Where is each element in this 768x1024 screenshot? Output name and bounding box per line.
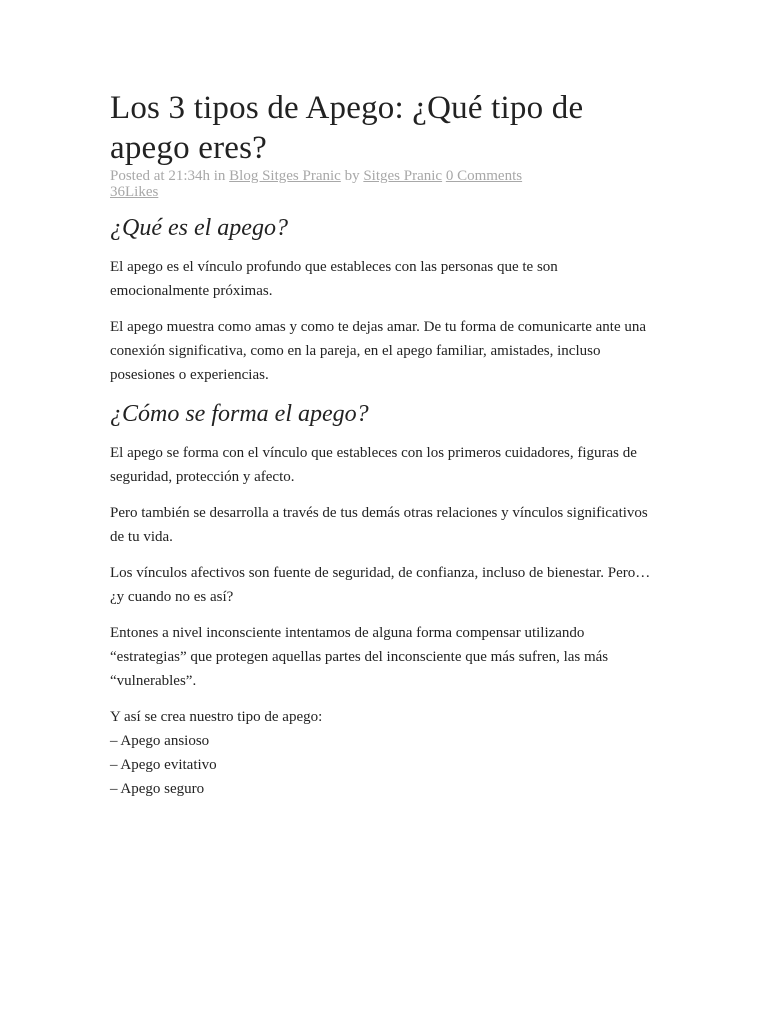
post-meta <box>110 168 658 200</box>
list-intro: Y así se crea nuestro tipo de apego: <box>110 709 323 725</box>
comments-link[interactable]: 0 Comments <box>445 168 523 184</box>
section-heading-como-se-forma: ¿Cómo se forma el apego? <box>110 401 369 427</box>
paragraph: El apego muestra como amas y como te dejas amar. De tu forma de comunicarte ante una conexión significativa, como en la pareja, en el apego familiar, amistades, incluso posesiones o experiencias. <box>110 319 647 383</box>
section-heading-que-es: ¿Qué es el apego? <box>110 215 288 241</box>
paragraph: El apego se forma con el vínculo que estableces con los primeros cuidadores, figuras de seguridad, protección y afecto. <box>110 445 637 485</box>
paragraph: Los vínculos afectivos son fuente de seguridad, de confianza, incluso de bienestar. Pero… ¿y cuando no es así? <box>110 565 651 605</box>
paragraph: Entones a nivel inconsciente intentamos de alguna forma compensar utilizando “estrategias” que protegen aquellas partes del inconsciente que más sufren, las más “vulnerables”. <box>110 625 609 689</box>
likes-link[interactable]: 36Likes <box>110 184 159 200</box>
paragraph: El apego es el vínculo profundo que estableces con las personas que te son emocionalmente próximas. <box>110 259 558 299</box>
list-item: – Apego ansioso <box>110 733 210 749</box>
paragraph: Pero también se desarrolla a través de tus demás otras relaciones y vínculos significativos de tu vida. <box>110 505 648 545</box>
category-link[interactable]: Blog Sitges Pranic <box>229 168 341 184</box>
list-item: – Apego evitativo <box>110 757 217 773</box>
by-text: by <box>340 168 364 184</box>
posted-at-text: Posted at 21:34h in <box>110 168 230 184</box>
list-item: – Apego seguro <box>110 781 205 797</box>
author-link[interactable]: Sitges Pranic <box>363 168 443 184</box>
post-title: Los 3 tipos de Apego: ¿Qué tipo de apego eres? <box>110 90 584 166</box>
